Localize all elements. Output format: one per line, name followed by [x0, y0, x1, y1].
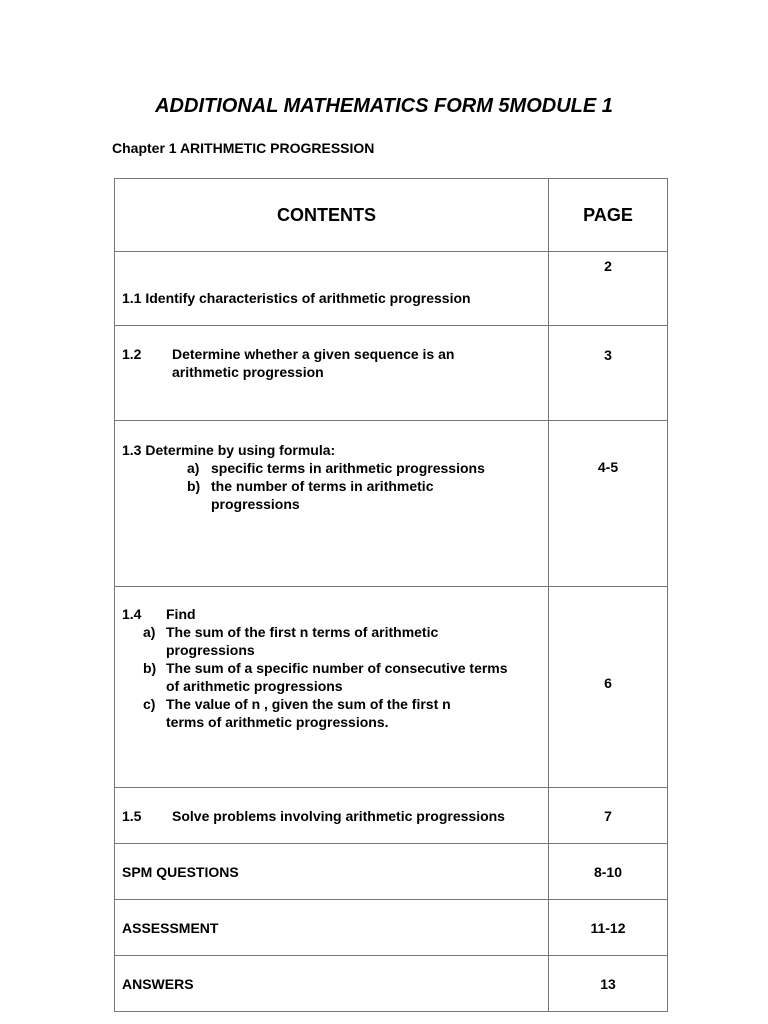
- table-row: [115, 956, 668, 1012]
- item-label: c): [143, 696, 156, 712]
- row-intro: 1.3 Determine by using formula:: [122, 442, 336, 458]
- item-text: The value of n , given the sum of the first n terms of arithmetic progressions.: [166, 696, 451, 730]
- table-row: [115, 252, 668, 326]
- row-page: 13: [549, 956, 668, 1012]
- contents-table: [114, 178, 668, 1012]
- row-intro: Find: [166, 606, 196, 622]
- row-text-line2: arithmetic progression: [172, 364, 324, 380]
- item-label: b): [187, 478, 201, 494]
- row-number: 1.5: [122, 807, 142, 824]
- page-header: PAGE: [549, 179, 668, 252]
- row-page: 8-10: [549, 844, 668, 900]
- item-label: b): [143, 660, 157, 676]
- row-text: ANSWERS: [122, 975, 194, 992]
- row-page: 2: [549, 252, 668, 326]
- table-row: [115, 788, 668, 844]
- contents-header: CONTENTS: [115, 179, 549, 252]
- row-page: 4-5: [549, 421, 668, 587]
- row-text-line1: Determine whether a given sequence is an: [172, 346, 455, 362]
- row-text: SPM QUESTIONS: [122, 863, 239, 880]
- item-text: specific terms in arithmetic progressions: [211, 460, 485, 476]
- document-title: ADDITIONAL MATHEMATICS FORM 5MODULE 1: [155, 95, 613, 117]
- item-text: The sum of a specific number of consecutive terms of arithmetic progressions: [166, 660, 508, 694]
- item-label: a): [143, 624, 156, 640]
- table-row: [115, 900, 668, 956]
- table-header-row: [115, 179, 668, 252]
- row-page: 7: [549, 788, 668, 844]
- row-page: 11-12: [549, 900, 668, 956]
- table-row: [115, 421, 668, 587]
- row-text: 1.1 Identify characteristics of arithmetic progression: [122, 290, 471, 306]
- row-number: 1.4: [122, 606, 142, 622]
- row-page: 3: [549, 326, 668, 421]
- chapter-heading: Chapter 1 ARITHMETIC PROGRESSION: [112, 140, 375, 156]
- table-row: [115, 587, 668, 788]
- table-row: [115, 844, 668, 900]
- item-label: a): [187, 460, 200, 476]
- table-row: [115, 326, 668, 421]
- row-number: 1.2: [122, 346, 142, 362]
- item-text: The sum of the first n terms of arithmetic progressions: [166, 624, 439, 658]
- row-page: 6: [549, 587, 668, 788]
- row-text: Solve problems involving arithmetic progressions: [172, 807, 505, 824]
- row-text: ASSESSMENT: [122, 919, 219, 936]
- item-text: the number of terms in arithmetic progressions: [211, 478, 434, 512]
